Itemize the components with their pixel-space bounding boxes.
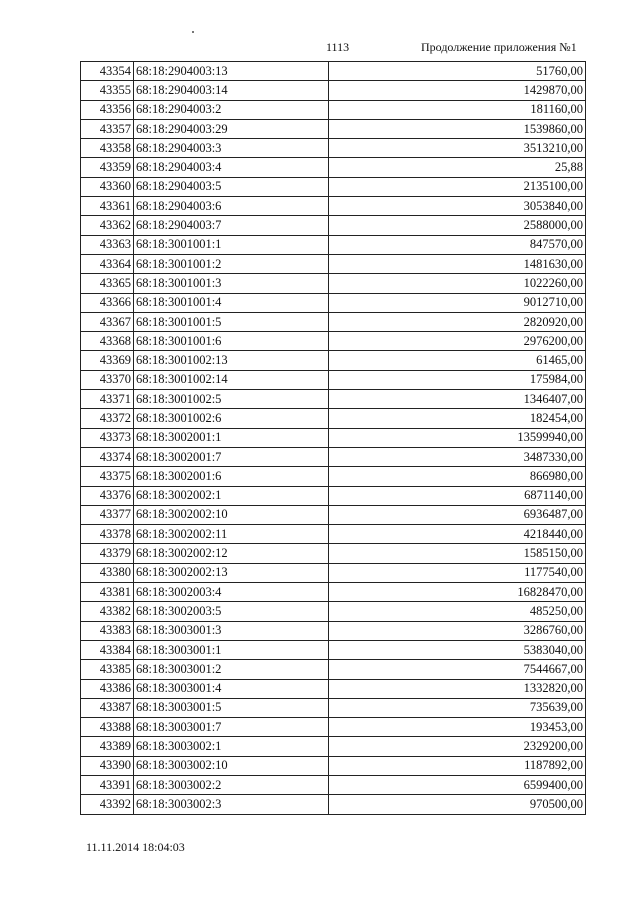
cadastral-value-cell: 25,88: [329, 158, 586, 177]
cadastral-value-cell: 847570,00: [329, 235, 586, 254]
cadastral-value-cell: 735639,00: [329, 698, 586, 717]
cadastral-value-cell: 1187892,00: [329, 756, 586, 775]
row-number-cell: 43372: [81, 409, 134, 428]
table-row: [81, 679, 586, 698]
table-row: [81, 486, 586, 505]
table-row: [81, 563, 586, 582]
cadastral-number-cell: 68:18:2904003:4: [134, 158, 329, 177]
cadastral-number-cell: 68:18:3003002:10: [134, 756, 329, 775]
row-number-cell: 43366: [81, 293, 134, 312]
row-number-cell: 43364: [81, 254, 134, 273]
row-number-cell: 43376: [81, 486, 134, 505]
table-row: [81, 351, 586, 370]
table-row: [81, 660, 586, 679]
row-number-cell: 43389: [81, 737, 134, 756]
cadastral-number-cell: 68:18:3003001:2: [134, 660, 329, 679]
cadastral-number-cell: 68:18:3001002:14: [134, 370, 329, 389]
cadastral-value-cell: 1585150,00: [329, 544, 586, 563]
cadastral-number-cell: 68:18:3003001:4: [134, 679, 329, 698]
table-body: [81, 62, 586, 815]
cadastral-number-cell: 68:18:3002002:12: [134, 544, 329, 563]
cadastral-number-cell: 68:18:2904003:7: [134, 216, 329, 235]
cadastral-value-cell: 9012710,00: [329, 293, 586, 312]
cadastral-value-cell: 6599400,00: [329, 775, 586, 794]
cadastral-number-cell: 68:18:3001002:13: [134, 351, 329, 370]
cadastral-value-cell: 2135100,00: [329, 177, 586, 196]
row-number-cell: 43359: [81, 158, 134, 177]
cadastral-value-cell: 7544667,00: [329, 660, 586, 679]
table-row: [81, 293, 586, 312]
row-number-cell: 43379: [81, 544, 134, 563]
cadastral-number-cell: 68:18:3001001:5: [134, 312, 329, 331]
cadastral-number-cell: 68:18:2904003:29: [134, 119, 329, 138]
row-number-cell: 43363: [81, 235, 134, 254]
table-row: [81, 100, 586, 119]
table-row: [81, 718, 586, 737]
cadastral-number-cell: 68:18:3001001:4: [134, 293, 329, 312]
row-number-cell: 43361: [81, 197, 134, 216]
cadastral-value-cell: 970500,00: [329, 795, 586, 814]
cadastral-value-cell: 1429870,00: [329, 81, 586, 100]
row-number-cell: 43380: [81, 563, 134, 582]
table-row: [81, 602, 586, 621]
row-number-cell: 43387: [81, 698, 134, 717]
table-row: [81, 698, 586, 717]
row-number-cell: 43371: [81, 390, 134, 409]
table-row: [81, 525, 586, 544]
cadastral-value-cell: 3513210,00: [329, 139, 586, 158]
row-number-cell: 43362: [81, 216, 134, 235]
cadastral-value-cell: 485250,00: [329, 602, 586, 621]
cadastral-value-cell: 61465,00: [329, 351, 586, 370]
cadastral-number-cell: 68:18:3002002:11: [134, 525, 329, 544]
cadastral-number-cell: 68:18:3003001:5: [134, 698, 329, 717]
row-number-cell: 43370: [81, 370, 134, 389]
table-row: [81, 177, 586, 196]
row-number-cell: 43355: [81, 81, 134, 100]
cadastral-value-cell: 193453,00: [329, 718, 586, 737]
table-row: [81, 428, 586, 447]
cadastral-value-cell: 181160,00: [329, 100, 586, 119]
page-number: 1113: [326, 40, 350, 54]
footer-timestamp: 11.11.2014 18:04:03: [86, 840, 185, 854]
table-row: [81, 447, 586, 466]
scan-speck: [192, 31, 194, 33]
cadastral-value-cell: 4218440,00: [329, 525, 586, 544]
cadastral-value-cell: 6871140,00: [329, 486, 586, 505]
row-number-cell: 43375: [81, 467, 134, 486]
cadastral-value-cell: 1346407,00: [329, 390, 586, 409]
cadastral-number-cell: 68:18:3001001:3: [134, 274, 329, 293]
cadastral-number-cell: 68:18:3001001:6: [134, 332, 329, 351]
row-number-cell: 43392: [81, 795, 134, 814]
cadastral-value-cell: 5383040,00: [329, 640, 586, 659]
cadastral-value-cell: 1481630,00: [329, 254, 586, 273]
cadastral-number-cell: 68:18:3003002:2: [134, 775, 329, 794]
cadastral-number-cell: 68:18:3002003:5: [134, 602, 329, 621]
cadastral-number-cell: 68:18:2904003:5: [134, 177, 329, 196]
table-row: [81, 390, 586, 409]
cadastral-value-cell: 866980,00: [329, 467, 586, 486]
row-number-cell: 43368: [81, 332, 134, 351]
cadastral-value-cell: 3487330,00: [329, 447, 586, 466]
cadastral-value-cell: 182454,00: [329, 409, 586, 428]
table-row: [81, 583, 586, 602]
row-number-cell: 43373: [81, 428, 134, 447]
row-number-cell: 43381: [81, 583, 134, 602]
cadastral-number-cell: 68:18:3003002:1: [134, 737, 329, 756]
row-number-cell: 43369: [81, 351, 134, 370]
table-row: [81, 332, 586, 351]
table-row: [81, 775, 586, 794]
row-number-cell: 43391: [81, 775, 134, 794]
cadastral-number-cell: 68:18:3001002:6: [134, 409, 329, 428]
cadastral-number-cell: 68:18:2904003:2: [134, 100, 329, 119]
cadastral-value-cell: 1332820,00: [329, 679, 586, 698]
cadastral-number-cell: 68:18:3001001:1: [134, 235, 329, 254]
table-row: [81, 139, 586, 158]
row-number-cell: 43388: [81, 718, 134, 737]
table-row: [81, 467, 586, 486]
cadastral-number-cell: 68:18:3002003:4: [134, 583, 329, 602]
cadastral-number-cell: 68:18:3002002:1: [134, 486, 329, 505]
table-row: [81, 795, 586, 814]
table-row: [81, 737, 586, 756]
cadastral-value-cell: 1539860,00: [329, 119, 586, 138]
cadastral-value-cell: 16828470,00: [329, 583, 586, 602]
row-number-cell: 43374: [81, 447, 134, 466]
cadastral-value-cell: 6936487,00: [329, 505, 586, 524]
cadastral-value-cell: 2976200,00: [329, 332, 586, 351]
table-row: [81, 158, 586, 177]
table-row: [81, 505, 586, 524]
row-number-cell: 43358: [81, 139, 134, 158]
cadastral-number-cell: 68:18:3002001:7: [134, 447, 329, 466]
cadastral-value-cell: 1022260,00: [329, 274, 586, 293]
table-row: [81, 119, 586, 138]
cadastral-value-cell: 1177540,00: [329, 563, 586, 582]
cadastral-value-table: [80, 61, 586, 815]
row-number-cell: 43377: [81, 505, 134, 524]
table-row: [81, 81, 586, 100]
table-row: [81, 621, 586, 640]
table-row: [81, 254, 586, 273]
table-row: [81, 197, 586, 216]
cadastral-number-cell: 68:18:2904003:3: [134, 139, 329, 158]
cadastral-value-cell: 13599940,00: [329, 428, 586, 447]
row-number-cell: 43367: [81, 312, 134, 331]
row-number-cell: 43390: [81, 756, 134, 775]
cadastral-number-cell: 68:18:3002002:13: [134, 563, 329, 582]
table-row: [81, 409, 586, 428]
table-row: [81, 235, 586, 254]
row-number-cell: 43382: [81, 602, 134, 621]
cadastral-number-cell: 68:18:2904003:14: [134, 81, 329, 100]
cadastral-value-cell: 2588000,00: [329, 216, 586, 235]
row-number-cell: 43385: [81, 660, 134, 679]
table-row: [81, 62, 586, 81]
cadastral-number-cell: 68:18:3002001:6: [134, 467, 329, 486]
cadastral-value-cell: 3286760,00: [329, 621, 586, 640]
cadastral-number-cell: 68:18:3003001:3: [134, 621, 329, 640]
cadastral-number-cell: 68:18:3002001:1: [134, 428, 329, 447]
row-number-cell: 43383: [81, 621, 134, 640]
table-row: [81, 544, 586, 563]
row-number-cell: 43378: [81, 525, 134, 544]
cadastral-number-cell: 68:18:2904003:13: [134, 62, 329, 81]
appendix-continuation-note: Продолжение приложения №1: [421, 40, 577, 54]
row-number-cell: 43360: [81, 177, 134, 196]
cadastral-number-cell: 68:18:3001001:2: [134, 254, 329, 273]
cadastral-number-cell: 68:18:3003001:7: [134, 718, 329, 737]
cadastral-value-cell: 2329200,00: [329, 737, 586, 756]
cadastral-number-cell: 68:18:3001002:5: [134, 390, 329, 409]
table-row: [81, 640, 586, 659]
table-row: [81, 216, 586, 235]
cadastral-number-cell: 68:18:3002002:10: [134, 505, 329, 524]
cadastral-value-cell: 175984,00: [329, 370, 586, 389]
cadastral-number-cell: 68:18:2904003:6: [134, 197, 329, 216]
row-number-cell: 43356: [81, 100, 134, 119]
cadastral-value-cell: 2820920,00: [329, 312, 586, 331]
cadastral-number-cell: 68:18:3003001:1: [134, 640, 329, 659]
row-number-cell: 43365: [81, 274, 134, 293]
table-row: [81, 756, 586, 775]
row-number-cell: 43386: [81, 679, 134, 698]
cadastral-value-cell: 51760,00: [329, 62, 586, 81]
table-row: [81, 274, 586, 293]
table-row: [81, 312, 586, 331]
table-row: [81, 370, 586, 389]
cadastral-number-cell: 68:18:3003002:3: [134, 795, 329, 814]
row-number-cell: 43384: [81, 640, 134, 659]
cadastral-value-cell: 3053840,00: [329, 197, 586, 216]
row-number-cell: 43354: [81, 62, 134, 81]
row-number-cell: 43357: [81, 119, 134, 138]
